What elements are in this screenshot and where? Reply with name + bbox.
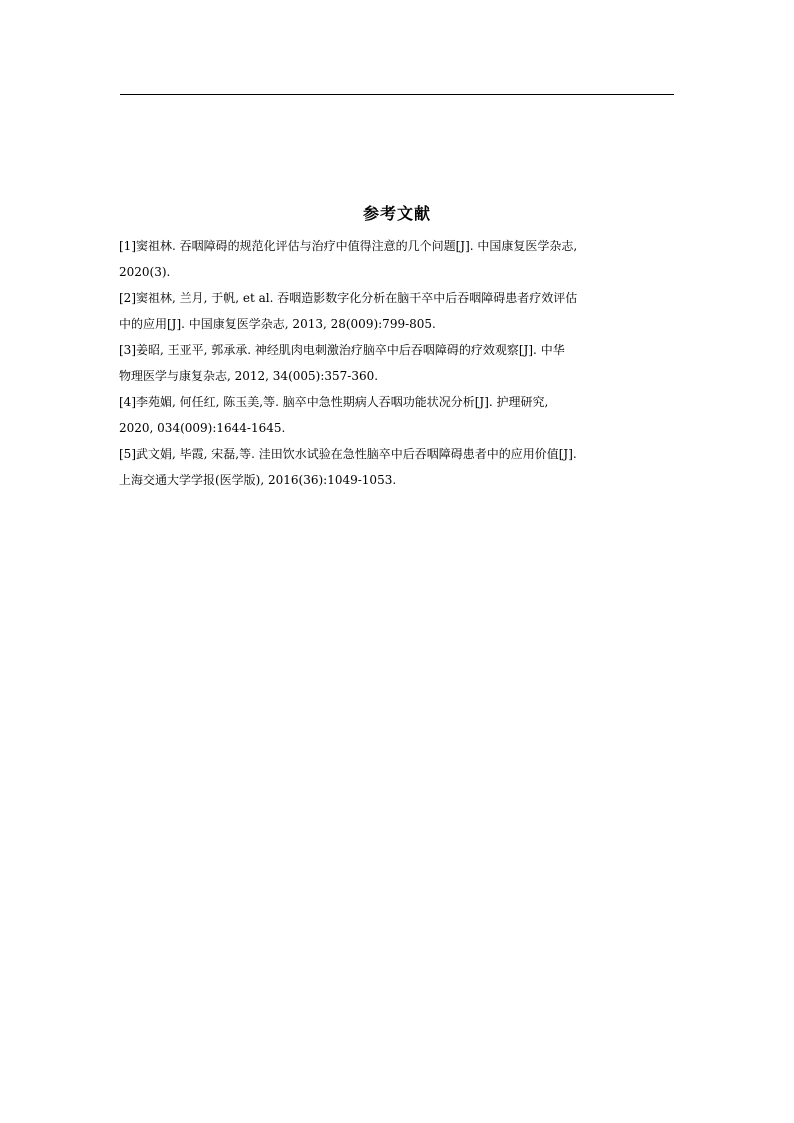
reference-line: [1]窦祖林. 吞咽障碍的规范化评估与治疗中值得注意的几个问题[J]. 中国康复医学杂志, (119, 239, 578, 253)
reference-item-2 (119, 285, 677, 337)
references-title: 参考文献 (362, 204, 431, 223)
header-rule (120, 94, 674, 95)
reference-line: [4]李苑媚, 何任红, 陈玉美,等. 脑卒中急性期病人吞咽功能状况分析[J]. 护理研究, (119, 395, 549, 409)
reference-line: 2020(3). (119, 265, 171, 279)
reference-line: [2]窦祖林, 兰月, 于帆, et al. 吞咽造影数字化分析在脑干卒中后吞咽障碍患者疗效评估 (119, 291, 578, 305)
reference-item-5 (119, 441, 677, 493)
reference-line: 物理医学与康复杂志, 2012, 34(005):357-360. (119, 369, 379, 383)
reference-line: 2020, 034(009):1644-1645. (119, 421, 286, 435)
reference-item-4 (119, 389, 677, 441)
reference-list (119, 233, 677, 493)
reference-line: 中的应用[J]. 中国康复医学杂志, 2013, 28(009):799-805. (119, 317, 436, 331)
reference-item-3 (119, 337, 677, 389)
reference-item-1 (119, 233, 677, 285)
reference-line: [5]武文娟, 毕霞, 宋磊,等. 洼田饮水试验在急性脑卒中后吞咽障碍患者中的应用价值[J]. (119, 447, 577, 461)
reference-line: [3]姜昭, 王亚平, 郭承承. 神经肌肉电刺激治疗脑卒中后吞咽障碍的疗效观察[J]. 中华 (119, 343, 565, 357)
reference-line: 上海交通大学学报(医学版), 2016(36):1049-1053. (119, 473, 397, 487)
